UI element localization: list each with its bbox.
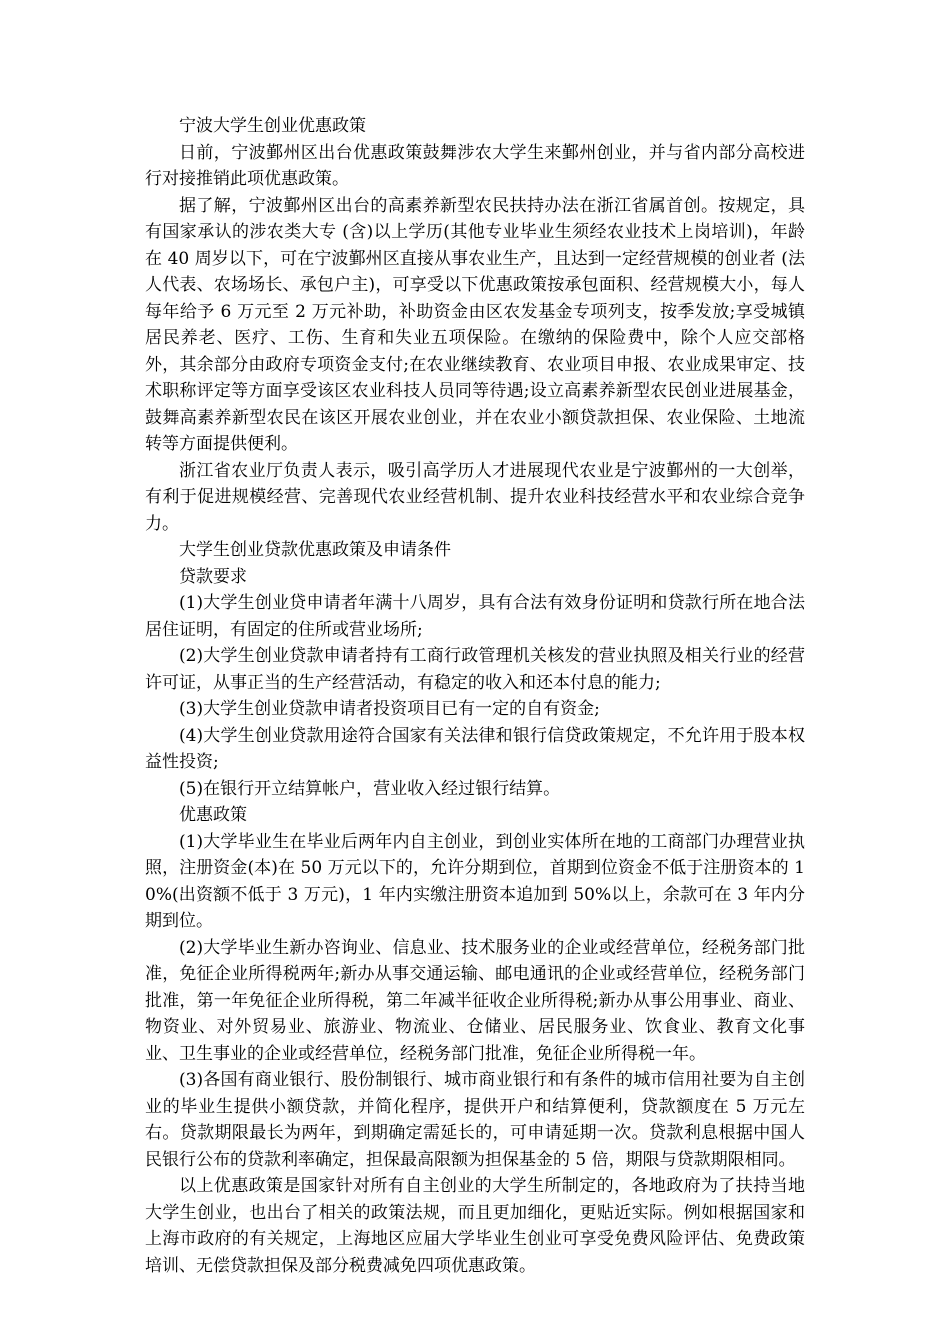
document-title: 宁波大学生创业优惠政策 (179, 116, 366, 136)
policy-item-2: (2)大学毕业生新办咨询业、信息业、技术服务业的企业或经营单位，经税务部门批准，免征企业所得税两年;新办从事交通运输、邮电通讯的企业或经营单位，经税务部门批准，第一年免征企业所得税，第二年减半征收企业所得税;新办从事公用事业、商业、物资业、对外贸易业、旅游业、物流业、仓储业、居民服务业、饮食业、教育文化事业、卫生事业的企业或经营单位，经税务部门批准，免征企业所得税一年。 (145, 937, 805, 1064)
subheading-preferential-policies: 优惠政策 (179, 805, 247, 825)
requirement-item-5: (5)在银行开立结算帐户，营业收入经过银行结算。 (179, 778, 561, 799)
paragraph-intro: 日前，宁波鄞州区出台优惠政策鼓舞涉农大学生来鄞州创业，并与省内部分高校进行对接推销此项优惠政策。 (145, 142, 805, 189)
document-body (145, 113, 805, 1279)
requirement-item-1: (1)大学生创业贷申请者年满十八周岁，具有合法有效身份证明和贷款行所在地合法居住证明，有固定的住所或营业场所; (145, 593, 805, 640)
section-heading-loan-policy: 大学生创业贷款优惠政策及申请条件 (179, 540, 451, 560)
policy-item-3: (3)各国有商业银行、股份制银行、城市商业银行和有条件的城市信用社要为自主创业的毕业生提供小额贷款，并简化程序，提供开户和结算便利，贷款额度在 5 万元左右。贷款期限最长为两年，到期确定需延长的，可申请延期一次。贷款利息根据中国人民银行公布的贷款利率确定，担保最高限额为担保基金的 5 倍，期限与贷款期限相同。 (145, 1070, 805, 1170)
requirement-item-2: (2)大学生创业贷款申请者持有工商行政管理机关核发的营业执照及相关行业的经营许可证，从事正当的生产经营活动，有稳定的收入和还本付息的能力; (145, 646, 805, 693)
subheading-loan-requirements: 贷款要求 (179, 566, 247, 587)
paragraph-conclusion: 以上优惠政策是国家针对所有自主创业的大学生所制定的，各地政府为了扶持当地大学生创业，也出台了相关的政策法规，而且更加细化，更贴近实际。例如根据国家和上海市政府的有关规定，上海地区应届大学毕业生创业可享受免费风险评估、免费政策培训、无偿贷款担保及部分税费减免四项优惠政策。 (145, 1176, 805, 1276)
requirement-item-3: (3)大学生创业贷款申请者投资项目已有一定的自有资金; (179, 699, 600, 719)
requirement-item-4: (4)大学生创业贷款用途符合国家有关法律和银行信贷政策规定，不允许用于股本权益性投资; (145, 725, 805, 772)
paragraph-official-statement: 浙江省农业厅负责人表示，吸引高学历人才进展现代农业是宁波鄞州的一大创举，有利于促进规模经营、完善现代农业经营机制、提升农业科技经营水平和农业综合竞争力。 (145, 460, 805, 534)
policy-item-1: (1)大学毕业生在毕业后两年内自主创业，到创业实体所在地的工商部门办理营业执照，注册资金(本)在 50 万元以下的，允许分期到位，首期到位资金不低于注册资本的 10%(出资额不低于 3 万元)，1 年内实缴注册资本追加到 50%以上，余款可在 3 年内分期到位。 (145, 831, 805, 931)
paragraph-policy-details: 据了解，宁波鄞州区出台的高素养新型农民扶持办法在浙江省属首创。按规定，具有国家承认的涉农类大专 (含)以上学历(其他专业毕业生须经农业技术上岗培训)，年龄在 40 周岁以下，可在宁波鄞州区直接从事农业生产，且达到一定经营规模的创业者 (法人代表、农场场长、承包户主)，可享受以下优惠政策按承包面积、经营规模大小，每人每年给予 6 万元至 2 万元补助，补助资金由区农发基金专项列支，按季发放;享受城镇居民养老、医疗、工伤、生育和失业五项保险。在缴纳的保险费中，除个人应交部格外，其余部分由政府专项资金支付;在农业继续教育、农业项目申报、农业成果审定、技术职称评定等方面享受该区农业科技人员同等待遇;设立高素养新型农民创业进展基金，鼓舞高素养新型农民在该区开展农业创业，并在农业小额贷款担保、农业保险、土地流转等方面提供便利。 (145, 195, 805, 454)
